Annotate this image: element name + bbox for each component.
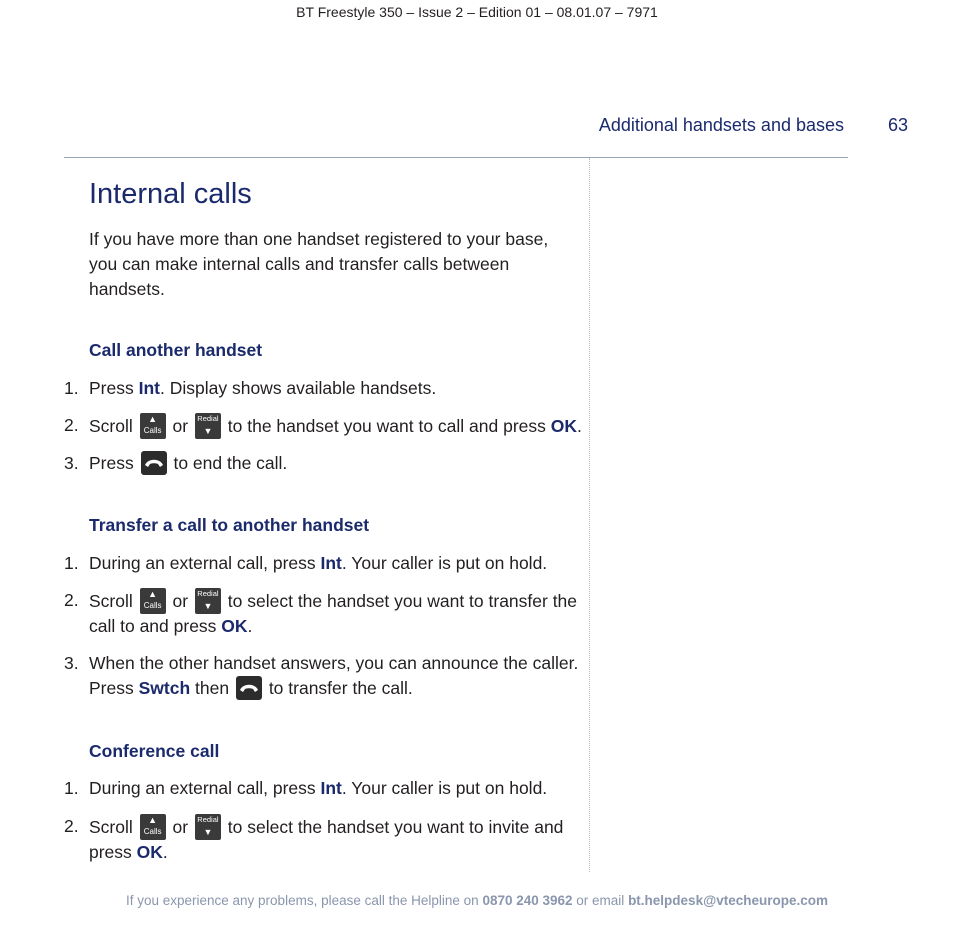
softkey-int: Int: [320, 778, 342, 798]
page-number: 63: [888, 115, 909, 135]
step-number: 1.: [64, 378, 79, 398]
list-item: [64, 776, 584, 801]
redial-down-key-icon: Redial ▼: [195, 588, 221, 614]
step-number: 3.: [64, 453, 79, 473]
step-text: .: [162, 842, 168, 862]
list-item: [64, 551, 584, 576]
helpline-footer: [0, 893, 954, 908]
step-text: then: [190, 678, 234, 698]
step-number: 2.: [64, 415, 79, 435]
step-number: 3.: [64, 653, 79, 673]
step-number: 2.: [64, 816, 79, 836]
step-text: to the handset you want to call and press: [222, 416, 551, 436]
step-text: Scroll: [89, 591, 138, 611]
step-text: During an external call, press: [89, 553, 321, 573]
step-text: to end the call.: [168, 453, 288, 473]
footer-text: If you experience any problems, please call the Helpline on: [125, 893, 483, 908]
step-text: to transfer the call.: [263, 678, 413, 698]
step-text: to select the handset you want to invite and press: [89, 817, 564, 862]
list-item: [64, 588, 584, 639]
section-heading-transfer-call: Transfer a call to another handset: [89, 515, 370, 535]
step-text: Scroll: [89, 416, 138, 436]
step-number: 2.: [64, 590, 79, 610]
list-item: [64, 376, 584, 401]
section-name: Additional handsets and bases: [598, 115, 844, 135]
footer-text: or email: [572, 893, 629, 908]
end-call-icon: [236, 676, 262, 700]
header-divider: [64, 157, 848, 158]
column-divider: [589, 158, 590, 872]
step-number: 1.: [64, 553, 79, 573]
softkey-swtch: Swtch: [138, 678, 191, 698]
list-item: [64, 451, 584, 476]
step-text: .: [247, 616, 253, 636]
softkey-ok: OK: [136, 842, 163, 862]
step-text: or: [167, 591, 193, 611]
step-text: . Your caller is put on hold.: [341, 553, 548, 573]
step-text: or: [167, 817, 193, 837]
calls-up-key-icon: ▲ Calls: [140, 814, 166, 840]
step-text: Press: [89, 378, 139, 398]
list-item: [64, 413, 584, 439]
step-text: . Display shows available handsets.: [160, 378, 437, 398]
step-text: to select the handset you want to transfer the call to and press: [89, 591, 578, 636]
redial-down-key-icon: Redial ▼: [195, 413, 221, 439]
step-text: When the other handset answers, you can announce the caller. Press: [89, 653, 579, 698]
helpline-email: bt.helpdesk@vtecheurope.com: [628, 893, 829, 908]
page-title: Internal calls: [89, 178, 252, 210]
step-text: or: [167, 416, 193, 436]
step-text: Press: [89, 453, 139, 473]
step-number: 1.: [64, 778, 79, 798]
section-heading-conference-call: Conference call: [89, 741, 220, 761]
step-text: . Your caller is put on hold.: [341, 778, 548, 798]
step-text: During an external call, press: [89, 778, 321, 798]
list-item: [64, 814, 584, 865]
end-call-icon: [141, 451, 167, 475]
redial-down-key-icon: Redial ▼: [195, 814, 221, 840]
section-heading-call-another-handset: Call another handset: [89, 340, 263, 360]
step-text: .: [577, 416, 582, 436]
intro-paragraph: If you have more than one handset registered to your base, you can make internal calls and transfer calls between handsets.: [89, 229, 549, 299]
helpline-phone: 0870 240 3962: [482, 893, 573, 908]
softkey-int: Int: [320, 553, 342, 573]
calls-up-key-icon: ▲ Calls: [140, 588, 166, 614]
softkey-ok: OK: [221, 616, 248, 636]
step-text: Scroll: [89, 817, 138, 837]
calls-up-key-icon: ▲ Calls: [140, 413, 166, 439]
softkey-ok: OK: [550, 416, 578, 436]
list-item: [64, 651, 584, 701]
softkey-int: Int: [138, 378, 160, 398]
document-info: BT Freestyle 350 – Issue 2 – Edition 01 – 08.01.07 – 7971: [296, 4, 658, 20]
